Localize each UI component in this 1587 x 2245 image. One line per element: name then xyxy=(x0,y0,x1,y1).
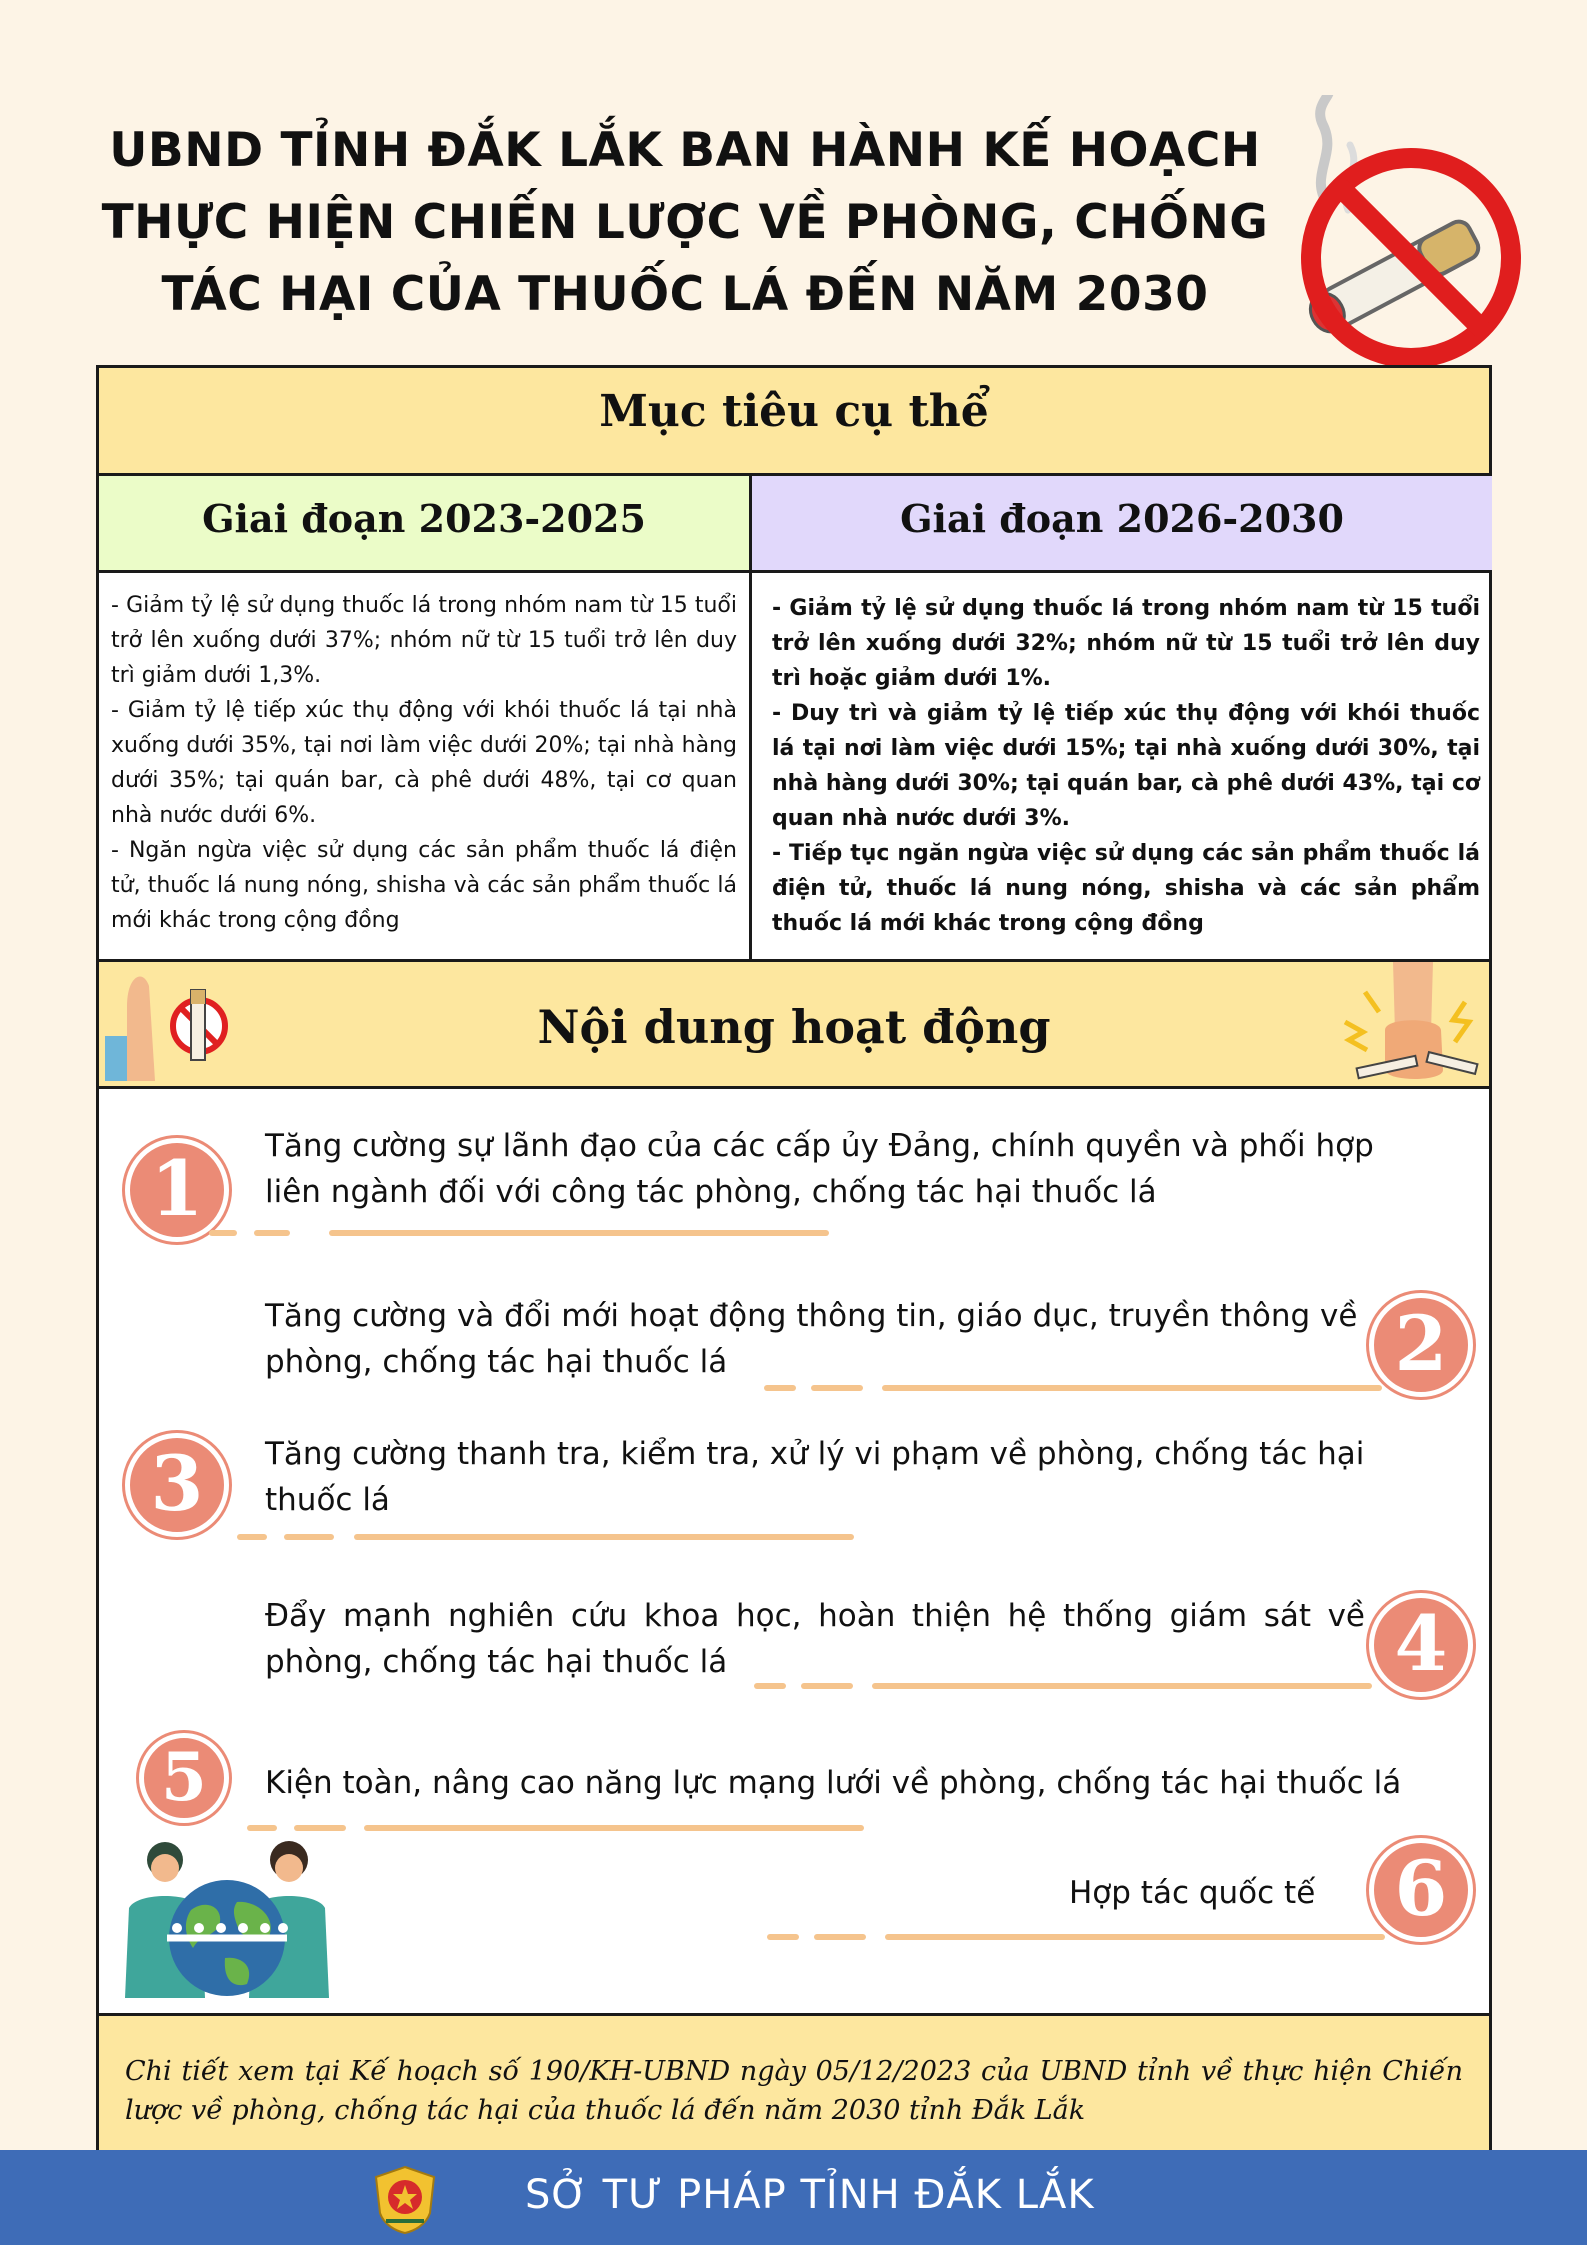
title-line-1: UBND TỈNH ĐẮK LẮK BAN HÀNH KẾ HOẠCH xyxy=(109,123,1261,178)
activity-6-badge: 6 xyxy=(1369,1838,1473,1942)
dash-decoration xyxy=(209,1230,237,1236)
dash-decoration xyxy=(247,1825,277,1831)
dash-decoration xyxy=(754,1683,786,1689)
objective-item: - Giảm tỷ lệ sử dụng thuốc lá trong nhóm nam từ 15 tuổi trở lên xuống dưới 32%; nhóm nữ từ 15 tuổi trở lên duy trì hoặc giảm dưới 1%. xyxy=(772,596,1480,691)
activity-5-badge: 5 xyxy=(139,1733,229,1823)
content-frame xyxy=(96,365,1492,2150)
dash-decoration xyxy=(764,1385,796,1391)
objective-item: - Giảm tỷ lệ sử dụng thuốc lá trong nhóm nam từ 15 tuổi trở lên xuống dưới 37%; nhóm nữ từ 15 tuổi trở lên duy trì giảm dưới 1,3%. xyxy=(111,593,737,688)
objectives-heading: Mục tiêu cụ thể xyxy=(599,386,989,437)
dash-decoration xyxy=(767,1934,799,1940)
period-2026-2030-content xyxy=(752,573,1492,959)
dash-decoration xyxy=(329,1230,829,1236)
dash-decoration xyxy=(811,1385,863,1391)
period-2023-2025-header xyxy=(99,476,752,573)
plan-reference-note: Chi tiết xem tại Kế hoạch số 190/KH-UBND ngày 05/12/2023 của UBND tỉnh về thực hiện Chiến lược về phòng, chống tác hại của thuốc lá đến năm 2030 tỉnh Đắk Lắk xyxy=(99,2013,1489,2150)
activity-3-line-2: thuốc lá xyxy=(265,1482,390,1518)
objective-item: - Duy trì và giảm tỷ lệ tiếp xúc thụ động với khói thuốc lá tại nơi làm việc dưới 15%; tại nhà xuống dưới 30%, tại nhà hàng dưới 30%; tại quán bar, cà phê dưới 43%, tại cơ quan nhà nước dưới 3%. xyxy=(772,701,1480,831)
dash-decoration xyxy=(872,1683,1372,1689)
objective-item: - Tiếp tục ngăn ngừa việc sử dụng các sản phẩm thuốc lá điện tử, thuốc lá nung nóng, shisha và các sản phẩm thuốc lá mới khác trong cộng đồng xyxy=(772,841,1480,936)
dash-decoration xyxy=(294,1825,346,1831)
activity-6-line-1: Hợp tác quốc tế xyxy=(1069,1875,1316,1911)
activity-4-line-1: Đẩy mạnh nghiên cứu khoa học, hoàn thiện hệ thống giám sát về xyxy=(265,1598,1365,1634)
period-2023-2025-label: Giai đoạn 2023-2025 xyxy=(202,496,646,541)
activity-2-badge: 2 xyxy=(1369,1293,1473,1397)
objectives-header xyxy=(99,368,1489,476)
dash-decoration xyxy=(364,1825,864,1831)
activity-4-badge: 4 xyxy=(1369,1593,1473,1697)
period-2026-2030-header xyxy=(752,476,1492,573)
activities-header xyxy=(99,959,1489,1089)
activity-5-text xyxy=(265,1760,1485,1806)
no-smoking-icon xyxy=(1268,95,1528,365)
activity-2-line-2: phòng, chống tác hại thuốc lá xyxy=(265,1344,728,1380)
dash-decoration xyxy=(885,1934,1385,1940)
objective-item: - Ngăn ngừa việc sử dụng các sản phẩm thuốc lá điện tử, thuốc lá nung nóng, shisha và các sản phẩm thuốc lá mới khác trong cộng đồng xyxy=(111,838,737,933)
activity-2-line-1: Tăng cường và đổi mới hoạt động thông tin, giáo dục, truyền thông về xyxy=(265,1298,1358,1334)
dash-decoration xyxy=(882,1385,1382,1391)
activity-1-badge: 1 xyxy=(125,1138,229,1242)
dash-decoration xyxy=(254,1230,290,1236)
people-globe-illustration xyxy=(107,1838,347,1998)
period-2026-2030-label: Giai đoạn 2026-2030 xyxy=(900,496,1344,541)
title-line-3: TÁC HẠI CỦA THUỐC LÁ ĐẾN NĂM 2030 xyxy=(161,267,1209,322)
activity-6-text xyxy=(1069,1870,1369,1916)
activity-1-line-1: Tăng cường sự lãnh đạo của các cấp ủy Đảng, chính quyền và phối hợp xyxy=(265,1128,1374,1164)
objective-item: - Giảm tỷ lệ tiếp xúc thụ động với khói thuốc lá tại nhà xuống dưới 35%, tại nơi làm việc dưới 20%; tại nhà hàng dưới 35%; tại quán bar, cà phê dưới 48%, tại cơ quan nhà nước dưới 6%. xyxy=(111,698,737,828)
justice-emblem-icon xyxy=(372,2165,438,2235)
activity-3-text xyxy=(265,1431,1455,1523)
footer-bar xyxy=(0,2150,1587,2245)
activities-heading: Nội dung hoạt động xyxy=(537,1000,1051,1054)
dash-decoration xyxy=(237,1534,267,1540)
period-2023-2025-content xyxy=(99,573,752,959)
activity-1-text xyxy=(265,1123,1455,1215)
activity-5-line-1: Kiện toàn, nâng cao năng lực mạng lưới về phòng, chống tác hại thuốc lá xyxy=(265,1765,1402,1801)
activity-3-line-1: Tăng cường thanh tra, kiểm tra, xử lý vi phạm về phòng, chống tác hại xyxy=(265,1436,1365,1472)
activity-1-line-2: liên ngành đối với công tác phòng, chống tác hại thuốc lá xyxy=(265,1174,1157,1210)
title-line-2: THỰC HIỆN CHIẾN LƯỢC VỀ PHÒNG, CHỐNG xyxy=(101,195,1269,250)
activity-4-text xyxy=(265,1593,1365,1685)
activity-2-text xyxy=(265,1293,1465,1385)
dash-decoration xyxy=(354,1534,854,1540)
dash-decoration xyxy=(801,1683,853,1689)
dash-decoration xyxy=(814,1934,866,1940)
activity-3-badge: 3 xyxy=(125,1433,229,1537)
activity-4-line-2: phòng, chống tác hại thuốc lá xyxy=(265,1644,728,1680)
fist-smash-icon xyxy=(1335,962,1485,1087)
page-title xyxy=(60,115,1310,331)
footer-org-name: SỞ TƯ PHÁP TỈNH ĐẮK LẮK xyxy=(525,2172,1095,2218)
dash-decoration xyxy=(284,1534,334,1540)
